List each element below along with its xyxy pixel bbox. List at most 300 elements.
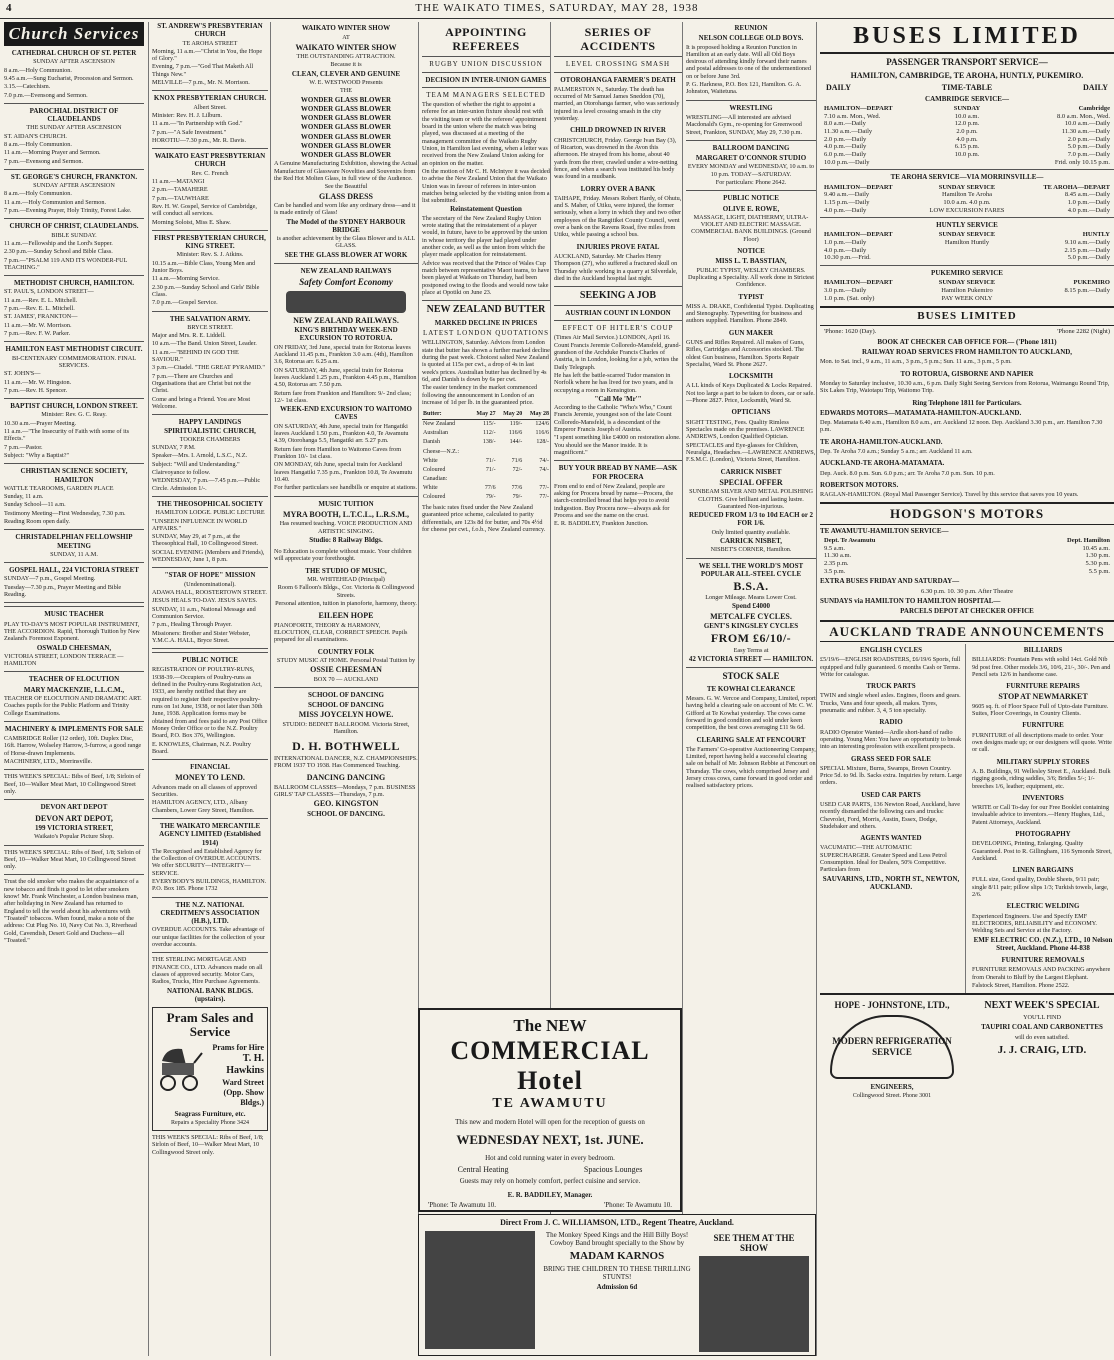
service-line: 7 p.m.—Rev. F. W. Parker. bbox=[4, 330, 71, 338]
church-name: FIRST PRESBYTERIAN CHURCH, KING STREET. bbox=[154, 233, 266, 251]
pram-illustration bbox=[156, 1043, 204, 1095]
table-cell: Canadian: bbox=[423, 475, 448, 482]
tah-times: Dep. Te Aroha 7.0 a.m.; Sunday 5 a.m.; arr. Auckland 11 a.m. bbox=[820, 447, 973, 455]
ballroom-heading: BALLROOM DANCING bbox=[712, 143, 790, 152]
church-name: CHRISTADELPHIAN FELLOWSHIP MEETING bbox=[15, 533, 133, 550]
table-cell: Coloured bbox=[423, 493, 446, 500]
timetable-cell: SUNDAY bbox=[953, 105, 981, 113]
accident-article-1: PALMERSTON N., Saturday. The death has occurred of Mr Samuel James Sneddon (70), married, an Otorohanga farmer, who was seriously injured in a level crossing smash in the city yesterday. bbox=[554, 85, 680, 123]
special-ad: THIS WEEK'S SPECIAL: Bibs of Beef, 1/8; Sirloin of Beef, 10—Walker Meat Mart, 10 Collingwood Street only. bbox=[4, 773, 141, 795]
timetable-cell: 2.0 p.m.—Daily bbox=[824, 135, 867, 143]
procera-heading: BUY YOUR BREAD BY NAME—ASK FOR PROCERA bbox=[558, 464, 678, 481]
locksmith-ad: A LL kinds of Keys Duplicated & Locks Repaired. Not too large a part to be taken to doors, car or safe.—Phone 2827. Price, Locksmith, Ward St. bbox=[686, 382, 815, 405]
service-line: 8 a.m.—Holy Communion. bbox=[4, 66, 72, 74]
timetable-cell: 6.15 p.m. bbox=[954, 143, 980, 151]
train-illustration bbox=[286, 291, 406, 313]
table-row bbox=[422, 493, 550, 502]
removals-ad: FURNITURE REMOVALS AND PACKING anywhere from Onerahi to Bluff by the Largest Elephant. Falstock Street, Hamilton. Phone 2522. bbox=[972, 966, 1111, 989]
radio-ad: RADIO Operator Wanted—Ardle short-hand of radio operating. Young Men: You have an opportunity to break into an interesting profession with excellent prospects. bbox=[820, 728, 962, 751]
service-line: Morning, 11 a.m.—"Christ in You, the Hope of Glory." bbox=[152, 47, 263, 63]
timetable-cell: HUNTLY bbox=[1082, 231, 1110, 239]
table-cell: 77/- bbox=[539, 493, 549, 500]
timetable-cell: 1.0 p.m. (Sat. only) bbox=[824, 294, 875, 302]
table-cell: 74/- bbox=[539, 457, 549, 464]
timetable-cell: 12.0 p.m. bbox=[954, 120, 980, 128]
table-cell: 79/- bbox=[485, 493, 496, 500]
church-subtitle: BI-CENTENARY COMMEMORATION. FINAL SERVICES. bbox=[11, 354, 137, 369]
opening-date: WEDNESDAY NEXT, 1st. JUNE. bbox=[456, 1132, 644, 1147]
wonder-glass-line: WONDER GLASS BLOWER bbox=[300, 104, 392, 113]
wonder-glass-line: WONDER GLASS BLOWER bbox=[300, 141, 392, 150]
church-subtitle: SUNDAY AFTER ASCENSION bbox=[33, 58, 115, 66]
auckland-trade-heading: AUCKLAND TRADE ANNOUNCEMENTS bbox=[820, 620, 1114, 642]
service-line: 9.45 a.m.—Sung Eucharist, Procession and Sermon. bbox=[4, 74, 134, 82]
hotel-name: COMMERCIAL Hotel bbox=[450, 1036, 650, 1095]
wrestling-heading: WRESTLING bbox=[729, 103, 773, 112]
table-row bbox=[422, 466, 550, 475]
timetable-cell: 11.30 a.m.—Daily bbox=[824, 128, 873, 136]
public-notice-heading: PUBLIC NOTICE bbox=[723, 194, 779, 203]
timetable-cell: HAMILTON—DEPART bbox=[824, 279, 893, 287]
tobacco-article: Trust the old smoker who makes the acquaintance of a new tobacco and finds it good to let other smokers know! Mr. Frank Winchester, a London business man, after holidaying in New Zealand has returned to England to tell the world about his adventures with "Toasted" tobaccos. When found, make a note of the address: Cut Plug No. 10, Navy Cut No. 3, Riverhead Gold, Cavendish, Desert Gold and Duchess—all "Toasted." bbox=[4, 878, 139, 944]
table-cell bbox=[470, 475, 497, 484]
service-line: SUNDAY, May 29, at 7 p.m., at the Theosophical Hall, 10 Collingwood Street. bbox=[152, 533, 259, 548]
church-subtitle: (Undenominational). bbox=[184, 580, 236, 588]
railways-ad: NEW ZEALAND RAILWAYS. KING'S BIRTHDAY WEEK-END EXCURSION TO ROTORUA. ON FRIDAY, 3rd June, special train for Rotorua leaves Auckland 11.45 p.m., Frankton 3.0 a.m. (4th), Hamilton 3.6, Rotorua arr. 6.25 a.m. ON SATURDAY, 4th June, special train for Rotorua leaves Auckland 1.25 p.m., Frankton 4.45 p.m., Hamilton 4.50, Rotorua arr. 7.50 p.m. Return fare from Frankton and Hamilton: 9/- 2nd class; 12/- 1st class. WEEK-END EXCURSION TO WAITOMO CAVES ON SATURDAY, 4th June, special train for Hangatiki leaves Auckland 1.50 p.m., Frankton 4.0, Te Awamutu 4.39, Otorohanga 5.5, Hangatiki arr. 5.27 p.m. Return fare from Hamilton to Waitomo Caves from Frankton 10/- 1st class. ON MONDAY, 6th June, special train for Auckland leaves Hangatiki 7.35 p.m., Frankton 10.8, Te Awamutu 10.40. For further particulars see handbills or enquire at stations. bbox=[274, 315, 418, 492]
church-notice bbox=[152, 152, 268, 226]
table-cell: Danish bbox=[423, 439, 440, 446]
timetable-cell: 8.45 a.m.—Daily bbox=[1064, 191, 1110, 199]
service-line: 11 a.m.—Holy Communion and Sermon. bbox=[4, 198, 107, 206]
timetable-cell: SUNDAY SERVICE bbox=[938, 279, 996, 287]
church-subtitle: TE AROHA STREET bbox=[182, 39, 238, 47]
timetable-cell: 4.0 p.m.—Daily bbox=[824, 206, 867, 214]
table-cell: 115/- bbox=[483, 421, 496, 428]
church-subtitle: Albert Street. bbox=[193, 103, 227, 111]
table-cell bbox=[523, 475, 550, 484]
service-line: Rev. H. W. Gospel, Service of Cambridge, will conduct all services. bbox=[152, 202, 257, 218]
service-line: ADAWA HALL, ROOSTERTOWN STREET. bbox=[152, 588, 267, 596]
timetable-row bbox=[824, 128, 1110, 136]
church-subtitle: THE SUNDAY AFTER ASCENSION bbox=[26, 124, 122, 132]
timetable-row bbox=[824, 105, 1110, 113]
service-line: 2 p.m.—TAMAHERE bbox=[152, 186, 208, 194]
service-line: Minister: Rev. H. J. Lilburn. bbox=[152, 111, 223, 119]
railways-logo: Safety Comfort Economy bbox=[299, 277, 393, 288]
timetable-cell: 5.30 p.m. bbox=[1085, 559, 1110, 567]
madam-karnos-ad: Direct From J. C. WILLIAMSON, LTD., Regent Theatre, Auckland. The Monkey Speed Kings and the Hill Billy Boys! Cowboy Band brought specially to the Show by MADAM KARNOS BRING THE CHILDREN TO THESE THRILLING STUNTS! Admission 6d SEE THEM AT THE SHOW bbox=[418, 1214, 816, 1356]
timetable-row bbox=[824, 151, 1110, 159]
service-line: ST. PAUL'S, LONDON STREET— bbox=[4, 288, 94, 296]
subhead-crossing: LEVEL CROSSING SMASH bbox=[565, 60, 671, 69]
service-line: 7 p.m., Healing Through Prayer. bbox=[152, 621, 232, 629]
service-line: 11 a.m.—"The Insecurity of Faith with some of its Effects." bbox=[4, 428, 129, 443]
poultry-notice: REGISTRATION OF POULTRY-RUNS, 1938-39.—Occupiers of Poultry-runs as defined in the Poultry-runs Registration Act, 1933, are hereby notified that they are required to register their respective poultry-runs on 1st June, 1938, or not later than 30th June, 1938. Application forms may be obtained from and fees paid to any Post Office Money Order Office or to the N.Z. Poultry Board, P.O. Box 376, Wellington. E. KNOWLES, Chairman, N.Z. Poultry Board. bbox=[152, 666, 268, 755]
church-name: GOSPEL HALL, 224 VICTORIA STREET bbox=[9, 566, 139, 575]
table-cell bbox=[497, 475, 524, 484]
auckland-te-aroha: AUCKLAND-TE AROHA-MATAMATA. bbox=[820, 459, 945, 468]
timetable-cell: 5.0 p.m.—Daily bbox=[1067, 254, 1110, 262]
timetable-cell: 9.5 a.m. bbox=[824, 544, 845, 552]
butter-price-table bbox=[422, 410, 550, 502]
column-buses-trade bbox=[816, 22, 1114, 1356]
subhead-quotations: LATEST LONDON QUOTATIONS bbox=[423, 329, 549, 338]
church-name: WAIKATO EAST PRESBYTERIAN CHURCH bbox=[154, 152, 266, 169]
timetable-cell: SUNDAY SERVICE bbox=[938, 231, 996, 239]
timetable-cell: 2.0 p.m. bbox=[956, 128, 978, 136]
massage-ad: OLIVE E. ROWE, MASSAGE, LIGHT, DIATHERMY, ULTRA-VIOLET AND ELECTRIC MASSAGE. COMMERCIAL BANK BUILDINGS. (Ground Floor) bbox=[691, 204, 811, 243]
stock-sale-heading: STOCK SALE bbox=[722, 671, 780, 682]
timetable-cell: HAMILTON—DEPART bbox=[824, 105, 893, 113]
column-church-services bbox=[4, 22, 144, 1356]
music-note: No Education is complete without music. Your children will appreciate your forethought. bbox=[274, 548, 412, 563]
service-line: Speaker—Mrs. I. Arnold, L.S.C., N.Z. bbox=[152, 452, 248, 460]
sundays-hospital: SUNDAYS via HAMILTON TO HAMILTON HOSPITAL— bbox=[820, 597, 1001, 606]
service-line: SUNDAY, 11 a.m., National Message and Communion Service. bbox=[152, 605, 256, 620]
column-notices bbox=[682, 22, 816, 1356]
headline-butter: NEW ZEALAND BUTTER bbox=[426, 304, 546, 316]
wonder-glass-line: WONDER GLASS BLOWER bbox=[300, 132, 392, 141]
timetable-cell: Dept. Hamilton bbox=[1067, 536, 1110, 544]
service-line: Major and Mrs. R. E. Liddell. bbox=[152, 332, 226, 340]
robertson-motors: ROBERTSON MOTORS. bbox=[820, 480, 899, 489]
service-line: Sunday, 11 a.m. bbox=[4, 493, 44, 501]
service-line: Testimony Meeting—First Wednesday, 7.30 p.m. bbox=[4, 509, 126, 517]
table-cell: 71/- bbox=[485, 466, 496, 473]
timetable-row bbox=[824, 184, 1110, 192]
timetable-cell: 8.15 p.m.—Daily bbox=[1064, 286, 1110, 294]
machinery-ad: CAMBRIDGE Roller (12 order), 10ft. Duplex Disc, 16ft. Harrow, Wolseley Harrow, 3-furrow, a good range of Horse-drawn Implements. MACHINERY, LTD., Morrinsville. bbox=[4, 735, 142, 766]
railway-road-times: Mon. to Sat. incl., 9 a.m., 11 a.m., 3 p.m., 5 p.m.; Sun. 11 a.m., 3 p.m., 5 p.m. bbox=[820, 358, 1012, 366]
church-notice bbox=[4, 345, 144, 394]
timetable-cell: 3.0 p.m.—Daily bbox=[824, 286, 867, 294]
table-row bbox=[422, 420, 550, 430]
church-name: BAPTIST CHURCH, LONDON STREET. bbox=[10, 402, 138, 411]
timetable-header: DAILY TIME-TABLE DAILY bbox=[826, 83, 1108, 93]
church-subtitle: TOOKER CHAMBERS bbox=[179, 435, 241, 443]
service-line: Morning Soloist, Miss E. Shaw. bbox=[152, 218, 231, 226]
church-name: "STAR OF HOPE" MISSION bbox=[164, 571, 256, 580]
timetable-cell bbox=[919, 254, 1014, 262]
service-line: 7 p.m.—There are Churches and Organisations that are Christ but not the Christ. bbox=[152, 372, 251, 395]
timetable-cell bbox=[1015, 295, 1110, 303]
timetable-cell: HAMILTON—DEPART bbox=[824, 231, 893, 239]
timetable-cell: 10.0 a.m.—Daily bbox=[1064, 120, 1110, 128]
elocution-heading: TEACHER OF ELOCUTION bbox=[28, 675, 120, 684]
table-cell: 79/- bbox=[512, 493, 523, 500]
timetable-row bbox=[824, 287, 1110, 295]
edwards-motors: EDWARDS MOTORS—MATAMATA-HAMILTON-AUCKLAND. bbox=[820, 408, 1022, 417]
rotorua-times: Monday to Saturday inclusive, 10.30 a.m., 6 p.m. Daily Sight Seeing Services from Rotorua, Waimangu Round Trip, Six Lakes Trip, Waiotapu Trip, Waitomo Trip. bbox=[820, 379, 1110, 395]
service-line: 7 p.m.—Evensong and Sermon. bbox=[4, 157, 84, 165]
butter-article: WELLINGTON, Saturday. Advices from London state that butter has shown a further marked decline during the past week. Choicest salted New Zealand is quoted at 115s per cwt., a drop of 4s in last week's prices. Australian butter has declined by 4s 6d, and Danish is down by 6s per cwt. The easier tendency in the market commenced following the announcement in London of an increase of 1d per lb. in the guaranteed price. bbox=[422, 339, 550, 406]
subhead-child: CHILD DROWNED IN RIVER bbox=[570, 126, 666, 135]
church-notice bbox=[4, 533, 144, 558]
country-folk-ad: COUNTRY FOLK STUDY MUSIC AT HOME. Personal Postal Tuition by OSSIE CHEESMAN BOX 70 — AUCKLAND bbox=[276, 647, 416, 683]
headline-referees: APPOINTING REFEREES bbox=[445, 25, 527, 54]
wonder-glass-line: WONDER GLASS BLOWER bbox=[300, 95, 392, 104]
table-cell: Coloured bbox=[423, 466, 446, 473]
table-row bbox=[422, 448, 550, 457]
service-line: 7 p.m.—"PSALM 119 AND ITS WONDER-FUL TEACHING." bbox=[4, 256, 128, 271]
service-line: SUNDAY, 7 P.M. bbox=[152, 444, 196, 452]
timetable-cell: 10.30 p.m.—Frid. bbox=[824, 254, 871, 262]
refrigeration-badge: MODERN REFRIGERATION SERVICE bbox=[830, 1015, 954, 1079]
opticians-heading: OPTICIANS bbox=[731, 408, 771, 417]
timetable-cell: 2.0 p.m.—Daily bbox=[1067, 135, 1110, 143]
table-row bbox=[422, 429, 550, 438]
timetable-cell: TE AROHA—DEPART bbox=[1043, 183, 1110, 191]
drake-ad: MISS A. DRAKE, Confidential Typist. Duplicating and Stenography. Typewriting for business and authors supplied. Hamilton. Phone 2849. bbox=[686, 302, 814, 325]
subhead-injuries: INJURIES PROVE FATAL bbox=[576, 242, 660, 251]
service-line: 2.30 p.m.—Sunday School and Girls' Bible Class. bbox=[152, 283, 260, 298]
subhead-butter: MARKED DECLINE IN PRICES bbox=[434, 318, 538, 327]
church-list-2 bbox=[152, 22, 268, 649]
service-line: WATTLE TEAROOMS, GARDEN PLACE bbox=[4, 484, 114, 492]
ballroom-ad: MARGARET O'CONNOR STUDIO EVERY MONDAY and WEDNESDAY, 10 a.m. to 10 p.m. TODAY—SATURDAY. For particulars: Phone 2642. bbox=[687, 154, 815, 186]
service-line: 3 p.m.—Citadel. "THE GREAT PYRAMID." bbox=[152, 364, 265, 372]
timetable-cell: 9.40 a.m.—Daily bbox=[824, 191, 870, 199]
service-line: ST. JOHN'S— bbox=[4, 370, 41, 378]
service-line: 3.15.—Catechism. bbox=[4, 83, 51, 91]
accident-article-3: TAIHAPE, Friday. Messrs Robert Hardy, of Ohutu, and S. Maher, of Utiku, were injured, the former seriously, when a lorry in which they and two other employees of the Rangitikei County Council, went over a bank on the Ravens Road, five miles from Utiku, while passing a school bus. bbox=[554, 194, 682, 239]
table-row bbox=[422, 484, 550, 493]
count-article: (Times Air Mail Service.) LONDON, April 16. Count Francis Jeremie Colloredo-Mansfeld, grand-grandson of the Archduke Francis Charles of Austria, is in London, looking for a job, writes the Daily Telegraph. He has left the battle-scarred Tudor mansion in Norfolk where he has lived for two years, and is occupying a room in Kensington. "Call Me 'Mr'" According to the Catholic "Who's Who," Count Francis Jeremie, youngest son of the late Count Colloredo-Mansfeld, is a descendant of the Emperor Francis Joseph of Austria. "I spent something like £4000 on restoration alone. You should see the Manor inside. It is magnificent." bbox=[554, 334, 681, 457]
furniture-ad: FURNITURE of all descriptions made to order. Your own designs made up; or our designers will quote. Write or call. bbox=[972, 731, 1112, 754]
timetable-row bbox=[824, 552, 1110, 560]
trade-columns bbox=[820, 644, 1114, 993]
service-line: 11 a.m.—Rev. E. L. Mitchell. bbox=[4, 296, 78, 304]
photo-left bbox=[425, 1231, 535, 1349]
te-aroha-hamilton-auckland: TE AROHA-HAMILTON-AUCKLAND. bbox=[820, 437, 943, 446]
extra-buses: EXTRA BUSES FRIDAY AND SATURDAY— bbox=[820, 577, 960, 586]
accident-article-2: CHRISTCHURCH, Friday. George Ivan Bay (3), of Ricarton, was drowned in the Avon this afternoon. He strayed from his home, about 40 yards from the river, crawled under a wire-netting fence, and when a search was instituted his body was found in a mudbank. bbox=[554, 136, 678, 181]
service-line: 11 a.m.—Morning Prayer and Sermon. bbox=[4, 149, 101, 157]
truck-parts-ad: TWIN and single wheel axles. Engines, floors and gears. Trucks, Vans and four speeds, all makes. Tyres, pneumatic and rubber. 3, 4, 5 ton specialty. bbox=[820, 692, 961, 715]
rugby-article: The question of whether the right to appoint a referee for an inter-union fixture should rest with the visiting team or with the referees' appointment board in the union where the match was being played, was discussed at a meeting of the management committee of the Waikato Rugby Union, in Hamilton last evening, when a letter was received from the New Zealand Union asking for an opinion on the matter. On the motion of Mr C. H. McIntyre it was decided to advise the New Zealand Union that the Waikato Union was in favour of referees in inter-union matches being selected by the visiting union from a list submitted. Reinstatement Question The secretary of the New Zealand Rugby Union wrote stating that the reinstatement of a player would, in future, have to be approved by the union in whose territory the player had played under another code, as well as the union from which the player made application for reinstatement. Advice was received that the Prince of Wales Cup match between representative Maori teams, to have been played at Waikato on Thursday, had been postponed owing to the floods and would now take place at Opotiki on June 23. bbox=[422, 101, 550, 296]
church-subtitle: HAMILTON LODGE. PUBLIC LECTURE bbox=[155, 509, 265, 517]
service-line: SUNDAY—7 p.m., Gospel Meeting. bbox=[4, 575, 96, 583]
winter-show-heading: WAIKATO WINTER SHOW bbox=[301, 24, 391, 32]
timetable-row bbox=[824, 191, 1110, 199]
rotorua-gisborne: TO ROTORUA, GISBORNE AND NAPIER bbox=[900, 369, 1034, 378]
church-subtitle: BRYCE STREET. bbox=[187, 323, 233, 331]
dancing-ad: DANCING DANCING BALLROOM CLASSES—Mondays, 7 p.m. BUSINESS GIRLS' TAP CLASSES—Thursdays, 7 p.m. GEO. KINGSTON SCHOOL OF DANCING. bbox=[274, 773, 416, 818]
service-line: 7 p.m.—"A Safe Investment." bbox=[152, 128, 227, 136]
service-line: 10 a.m.—The Band. Union Street, Leader. bbox=[152, 340, 257, 348]
gun-heading: GUN MAKER bbox=[728, 328, 774, 337]
financial-heading: FINANCIAL bbox=[190, 763, 230, 772]
bsa-cycle-ad: WE SELL THE WORLD'S MOST POPULAR ALL-STEEL CYCLE B.S.A. Longer Mileage. Means Lower Cost. Spend £4000 METCALFE CYCLES. GENT'S KINGSLEY CYCLES FROM £6/10/- Easy Terms at 42 VICTORIA STREET — HAMILTON. bbox=[688, 561, 814, 663]
timetable-row bbox=[824, 295, 1110, 303]
church-name: THE SALVATION ARMY. bbox=[169, 314, 251, 323]
music-teacher-heading: MUSIC TEACHER bbox=[44, 610, 104, 619]
hope-johnstone-ad: HOPE - JOHNSTONE, LTD., MODERN REFRIGERATION SERVICE ENGINEERS, Collingwood Street. Phone 3001 bbox=[820, 998, 964, 1100]
commercial-hotel-ad: The NEW COMMERCIAL Hotel TE AWAMUTU This new and modern Hotel will open for the reception of guests on WEDNESDAY NEXT, 1st. JUNE. Hot and cold running water in every bedroom. Central Heating Spacious Lounges Guests may rely on homely comfort, perfect cuisine and service. E. R. BADDILEY, Manager. 'Phone: Te Awamutu 10. 'Phone: Te Awamutu 10. bbox=[418, 1008, 682, 1212]
column-show-railways-music bbox=[270, 22, 418, 1356]
myra-booth-ad: MYRA BOOTH, L.T.C.L., L.R.S.M., Has resumed teaching. VOICE PRODUCTION AND ARTISTIC SINGING. Studio: 8 Railway Bldgs. bbox=[279, 509, 413, 544]
timetable-row bbox=[824, 136, 1110, 144]
butter-footnote: The basic rates fixed under the New Zealand guaranteed price scheme, calculated to parity differentials, are 123s 8d for butter, and 70s 4½d for cheese per cwt., f.o.b., New Zealand currency. bbox=[422, 504, 546, 533]
next-week-special-ad: NEXT WEEK'S SPECIAL YOU'LL FIND TAUPIRI COAL AND CARBONETTES will do even satisfied. J. J. CRAIG, LTD. bbox=[981, 1000, 1103, 1056]
service-line: ST. AIDAN'S CHURCH. bbox=[4, 132, 67, 140]
service-line: 8 a.m.—Holy Communion. bbox=[4, 140, 72, 148]
church-list bbox=[4, 49, 144, 603]
music-tuition-heading: MUSIC TUITION bbox=[318, 499, 374, 508]
cambridge-timetable bbox=[820, 105, 1114, 166]
glass-blower-ad: AT WAIKATO WINTER SHOW THE OUTSTANDING ATTRACTION. Because it is CLEAN, CLEVER AND GENUINE W. E. WESTWOOD Presents THE WONDER GLASS BLOWER WONDER GLASS BLOWER WONDER GLASS BLOWER WONDER GLASS BLOWER WONDER GLASS BLOWER WONDER GLASS BLOWER WONDER GLASS BLOWER A Genuine Manufacturing Exhibition, showing the Actual Manufacture of Glassware Novelties and Souvenirs from the Red Hot Molten Glass, in full view of the Audience. See the Beautiful GLASS DRESS Can be handled and worn like any ordinary dress—and it is made entirely of Glass! The Model of the SYDNEY HARBOUR BRIDGE is another achievement by the Glass Blower and is ALL GLASS. SEE THE GLASS BLOWER AT WORK bbox=[274, 34, 418, 259]
church-notice bbox=[4, 107, 144, 165]
table-cell: 72/- bbox=[512, 466, 523, 473]
procera-ad: From end to end of New Zealand, people are asking for Procera bread by name—Procera, the starch-controlled bread that helps you to avoid indigestion. Buy Procera now—always ask for Procera and see the name on the crust. E. R. BADDILEY, Frankton Junction. bbox=[554, 482, 674, 528]
timetable-cell: 4.0 p.m.—Daily bbox=[824, 246, 867, 254]
mercantile-agency-ad: THE WAIKATO MERCANTILE AGENCY LIMITED (Established 1914) The Recognised and Established Agency for the Collection of OVERDUE ACCOUNTS. We offer SECURITY—INTEGRITY—SERVICE. EVERYBODY'S BUILDINGS, HAMILTON. P.O. Box 185. Phone 1732 bbox=[152, 822, 267, 893]
special-ad: THIS WEEK'S SPECIAL: Ribs of Beef, 1/8; Sirloin of Beef, 10—Walker Meat Mart, 10 Collingwood Street only. bbox=[152, 1134, 264, 1156]
pukemiro-service-heading: PUKEMIRO SERVICE bbox=[931, 269, 1003, 278]
church-services-banner: Church Services bbox=[4, 22, 144, 46]
timetable-row bbox=[824, 143, 1110, 151]
service-line: WEDNESDAY, 7 p.m.—7.45 p.m.—Public Circle. Admission 1/-. bbox=[152, 477, 261, 492]
timetable-cell: SUNDAY SERVICE bbox=[938, 183, 996, 191]
timetable-row bbox=[824, 159, 1110, 167]
service-line: JESUS HEALS TO-DAY. JESUS SAVES. bbox=[152, 597, 258, 605]
timetable-cell: 10.0 p.m. bbox=[954, 150, 980, 158]
church-subtitle: SUNDAY AFTER ASCENSION bbox=[33, 182, 115, 190]
emf-ad: Experienced Engineers. Use and Specify EMF ELECTRODES, RELIABILITY and ECONOMY. Welding Sets and Service at the Factory. EMF ELECTRIC CO. (N.Z.), LTD., 10 Nelson Street, Auckland. Phone 44-838 bbox=[972, 912, 1113, 952]
church-notice bbox=[152, 22, 268, 86]
timetable-row bbox=[824, 231, 1110, 239]
sterling-ad: THE STERLING MORTGAGE AND FINANCE CO., LTD. Advances made on all classes of approved security. Motor Cars, Radios, Trucks, Hire Purchase Agreements. NATIONAL BANK BLDGS. (upstairs). bbox=[152, 956, 263, 1003]
church-name: CHRISTIAN SCIENCE SOCIETY, HAMILTON bbox=[20, 467, 128, 484]
table-cell bbox=[523, 448, 550, 457]
timetable-cell: 6.0 p.m.—Daily bbox=[824, 150, 867, 158]
wonder-glass-line: WONDER GLASS BLOWER bbox=[300, 123, 392, 132]
passenger-service: PASSENGER TRANSPORT SERVICE— bbox=[886, 57, 1048, 68]
service-line: 7.0 p.m.—Evensong and Sermon. bbox=[4, 91, 88, 99]
joycelyn-howe-ad: SCHOOL OF DANCING MISS JOYCELYN HOWE. STUDIO: BEDNET BALLROOM. Victoria Street, Hamilton. bbox=[282, 701, 410, 736]
table-cell: 128/- bbox=[536, 439, 549, 446]
timetable-cell: 8.0 a.m. Mon., Wed. bbox=[1057, 112, 1110, 120]
church-name: CATHEDRAL CHURCH OF ST. PETER bbox=[11, 49, 137, 58]
devon-art-ad: DEVON ART DEPOT, 199 VICTORIA STREET, Waikato's Popular Picture Shop. bbox=[34, 813, 114, 841]
service-line: 11 a.m.—Fellowship and the Lord's Supper. bbox=[4, 239, 113, 247]
grass-seed-ad: SPECIAL Mixture, Burns, Swamps, Brown Country. Price 5d. to 9d. lb. Sacks extra. Inquiries by return. Large orders. bbox=[820, 764, 962, 787]
reunion-heading: REUNION bbox=[734, 24, 768, 32]
timetable-cell: 4.0 p.m.—Daily bbox=[824, 143, 867, 151]
special-ad: THIS WEEK'S SPECIAL: Ribs of Beef, 1/8; Sirloin of Beef, 10—Walker Meat Mart, 10 Collingwood Street only. bbox=[4, 848, 141, 871]
newmarket-ad: STOP AT NEWMARKET 9605 sq. ft. of Floor Space Full of Upto-date Furniture. Suites, Floor Coverings, in Country Clients. bbox=[972, 692, 1109, 718]
locksmith-heading: LOCKSMITH bbox=[729, 372, 773, 381]
service-line: 8 a.m.—Holy Communion. bbox=[4, 190, 72, 198]
military-ad: A. B. Buildings, 91 Wellesley Street E., Auckland. Bulk rigging goods, riding saddles, 3/6; Bridles 5/-; 1/- breeches 1/6, leather; equipment, etc. bbox=[972, 767, 1111, 790]
book-at-checker: BOOK AT CHECKER CAB OFFICE FOR— ('Phone 1811) bbox=[877, 337, 1057, 346]
timetable-row bbox=[824, 537, 1110, 545]
service-line: HOROTIU—7.30 p.m., Mr. R. Davis. bbox=[152, 136, 247, 144]
service-line: 7 p.m.—Rev. E. L. Mitchell. bbox=[4, 305, 75, 313]
church-subtitle: SUNDAY, 11 A.M. bbox=[50, 550, 98, 558]
timetable-cell: Cambridge bbox=[1078, 105, 1110, 113]
service-line: Subject: "Why a Baptist?" bbox=[4, 451, 70, 459]
timetable-cell: 10.0 p.m.—Daily bbox=[824, 158, 870, 166]
church-notice bbox=[4, 279, 144, 337]
optician-ad: SIGHT TESTING, Fees. Quality Rimless Spectacles made on the premises. LAWRENCE ANDREWS, London Qualified Optician. SPECTACLES and Eye-glasses for Children, Neuralgia, Headaches.—LAWRENCE ANDREWS, F.S.M.C. (London), Victoria Street, Hamilton. bbox=[686, 418, 816, 464]
table-cell: 112/- bbox=[483, 430, 496, 437]
timetable-cell: 7.10 a.m. Mon., Wed. bbox=[824, 112, 881, 120]
service-line: Come and bring a Friend. You are Most Welcome. bbox=[152, 395, 251, 410]
timetable-cell: Dept. Te Awamutu bbox=[824, 536, 876, 544]
timetable-cell: LOW EXCURSION FARES bbox=[929, 206, 1005, 214]
used-car-parts-ad: USED CAR PARTS, 136 Newton Road, Auckland, have recently dismantled the following cars and trucks: Chevrolet, Ford, Morris, Austin, Essex, Dodge, Studebaker and others. bbox=[820, 800, 960, 830]
church-notice bbox=[152, 315, 268, 411]
cycles-ad: £5/19/6—ENGLISH ROADSTERS, £6/19/6 Sports, full equipped and fully guaranteed. 6 months Cash or Terms. Write for catalogue. bbox=[820, 656, 961, 678]
subhead-lorry: LORRY OVER A BANK bbox=[580, 184, 656, 193]
church-subtitle: BIBLE SUNDAY. bbox=[51, 231, 97, 239]
church-notice bbox=[4, 173, 144, 215]
timetable-cell: 1.0 p.m.—Daily bbox=[1067, 198, 1110, 206]
service-line: 11 a.m.—"In Partnership with God." bbox=[152, 120, 243, 128]
church-name: KNOX PRESBYTERIAN CHURCH. bbox=[153, 94, 267, 103]
accordion-ad: PLAY TO-DAY'S MOST POPULAR INSTRUMENT, THE ACCORDION. Rapid, Thorough Tuition by New Zealand's Foremost Exponent. OSWALD CHEESMAN, VICTORIA STREET, LONDON TERRACE — HAMILTON bbox=[4, 620, 140, 668]
timetable-cell: 3.5 p.m. bbox=[824, 567, 846, 575]
timetable-cell: PAY WEEK ONLY bbox=[941, 294, 993, 302]
timetable-cell: PUKEMIRO bbox=[1073, 279, 1110, 287]
timetable-cell: 10.0 a.m. 4.0 p.m. bbox=[943, 198, 991, 206]
bus-phones: 'Phone: 1620 (Day). 'Phone 2282 (Night) bbox=[824, 328, 1110, 336]
elocution-ad: MARY MACKENZIE, L.L.C.M., TEACHER OF ELOCUTION AND DRAMATIC ART. Coaches pupils for the Public Platform and Trinity College Examinations. bbox=[4, 685, 142, 717]
te-aroha-timetable bbox=[820, 184, 1114, 215]
timetable-cell bbox=[919, 159, 1014, 167]
masthead bbox=[0, 0, 1114, 19]
railway-road-services: RAILWAY ROAD SERVICES FROM HAMILTON TO AUCKLAND, bbox=[861, 348, 1073, 357]
service-line: 11 a.m.—MATANGI bbox=[152, 178, 205, 185]
church-subtitle: Minister: Rev. G. C. Reay. bbox=[41, 411, 107, 419]
table-cell: Australian bbox=[423, 430, 448, 437]
page-number: 4 bbox=[6, 2, 12, 14]
accident-article-4: AUCKLAND, Saturday. Mr Charles Henry Thompson (27), who suffered a fractured skull on Thursday while working in a quarry at Silverdale, died in the Auckland hospital last night. bbox=[554, 252, 678, 282]
table-header: Butter: bbox=[422, 410, 470, 420]
church-name: ST. GEORGE'S CHURCH, FRANKTON. bbox=[10, 172, 138, 181]
service-line: Tuesday—7.30 p.m., Prayer Meeting and Bible Reading. bbox=[4, 583, 122, 599]
fencourt-article: The Farmers' Co-operative Auctioneering Company, Limited, report having held a successful clearing sale on behalf of Mr. Johnson Rebbie at Fencourt on Thursday. The cows, which comprised Jersey and Jersey cross cows, came forward in good order and realised satisfactory prices. bbox=[686, 745, 816, 790]
table-row bbox=[422, 475, 550, 484]
wonder-glass-line: WONDER GLASS BLOWER bbox=[300, 114, 392, 122]
service-line: 11 a.m.—Mr. W. Hingston. bbox=[4, 378, 72, 386]
table-header: May 28 bbox=[523, 410, 550, 420]
notice-heading: NOTICE bbox=[737, 247, 765, 256]
timetable-cell: Hamilton Huntly bbox=[944, 239, 990, 247]
vacumatic-ad: VACUMATIC—THE AUTOMATIC SUPERCHARGER. Greater Speed and Less Petrol Consumption. Ideal for Dealers, 50% Competitive. Particulars from SAUVARINS, LTD., NORTH ST., NEWTON, AUCKLAND. bbox=[820, 844, 960, 891]
service-line: "UNSEEN INFLUENCE IN WORLD AFFAIRS." bbox=[152, 517, 248, 532]
service-line: MELVILLE—7 p.m., Mr. N. Morrison. bbox=[152, 79, 250, 87]
service-line: 7 p.m.—TAUWHARE bbox=[152, 194, 209, 202]
church-name: CHURCH OF CHRIST, CLAUDELANDS. bbox=[9, 222, 139, 231]
timetable-cell bbox=[919, 247, 1014, 255]
trade-right: BILLIARDS BILLIARDS: Fountain Pens with solid 14ct. Gold Nib 9d post free. Other models 3/6, 10/6, 21/-, 30/-. Pen and Pencil sets 12/6 in handsome case. FURNITURE REPAIRS STOP AT NEWMARKET 9605 sq. ft. of Floor Space Full of Upto-date Furniture. Suites, Floor Coverings, in Country Clients. FURNITURE FURNITURE of all descriptions made to order. Your own designs made up; or our designers will quote. Write or call. MILITARY SUPPLY STORES A. B. Buildings, 91 Wellesley Street E., Auckland. Bulk rigging goods, riding saddles, 3/6; Bridles 5/-; 1/- breeches 1/6, leather; equipment, etc. INVENTORS WRITE or Call To-day for our Free Booklet containing invaluable advice to inventors.—Henry Hughes, Ltd., Patent Attorneys, Auckland. PHOTOGRAPHY DEVELOPING, Printing, Enlarging. Quality Guaranteed. Post to R. Gillingham, 116 Symonds Street, Auckland. LINEN BARGAINS FULL size, Good quality, Double Sheets, 9/11 pair; single 8/11 pair; pillow slips 1/3; Turkish towels, large, 2/6. ELECTRIC WELDING Experienced Engineers. Use and Specify EMF ELECTRODES, RELIABILITY and ECONOMY. Welding Sets and Service at the Factory. EMF ELECTRIC CO. (N.Z.), LTD., 10 Nelson Street, Auckland. Phone 44-838 FURNITURE REMOVALS FURNITURE REMOVALS AND PACKING anywhere from Onerahi to Bluff by the Largest Elephant. Falstock Street, Hamilton. Phone 2522. bbox=[972, 645, 1113, 989]
timetable-cell: 7.0 p.m.—Daily bbox=[1067, 150, 1110, 158]
service-line: 2.30 p.m.—Sunday School and Bible Class. bbox=[4, 248, 113, 256]
wrestling-ad: WRESTLING—All interested are advised Macdonald's Gym., re-opening for Greenwood Street, Frankton, SUNDAY, May 29, 7.30 p.m. bbox=[686, 113, 803, 136]
church-subtitle: Rev. C. French bbox=[191, 169, 229, 177]
timetable-row bbox=[824, 254, 1110, 262]
table-cell: Cheese—N.Z.: bbox=[423, 448, 459, 455]
table-cell: 116/6 bbox=[535, 430, 549, 437]
service-line: 7 p.m.—Pastor. bbox=[4, 443, 43, 451]
special-offer-ad: SPECIAL OFFER SUNBEAM SILVER AND METAL POLISHING CLOTHS. Give brilliant and lasting lustre. Guaranteed Non-injurious. REDUCED FROM 1/3 to 10d EACH or 2 FOR 1/6. Only limited quantity available. CARRICK NISBET, NISBET'S CORNER, Hamilton. bbox=[688, 477, 814, 554]
timetable-cell: 9.10 a.m.—Daily bbox=[1064, 239, 1110, 247]
huntly-timetable bbox=[820, 231, 1114, 262]
newspaper-title: THE WAIKATO TIMES, SATURDAY, MAY 28, 1938 bbox=[415, 2, 699, 14]
edwards-times: Dep. Matamata 6.40 a.m., Hamilton 8.0 a.m., arr. Auckland 12 noon. Dep. Auckland 3.30 p.m., arr. Hamilton 7.30 p.m. bbox=[820, 419, 1103, 434]
